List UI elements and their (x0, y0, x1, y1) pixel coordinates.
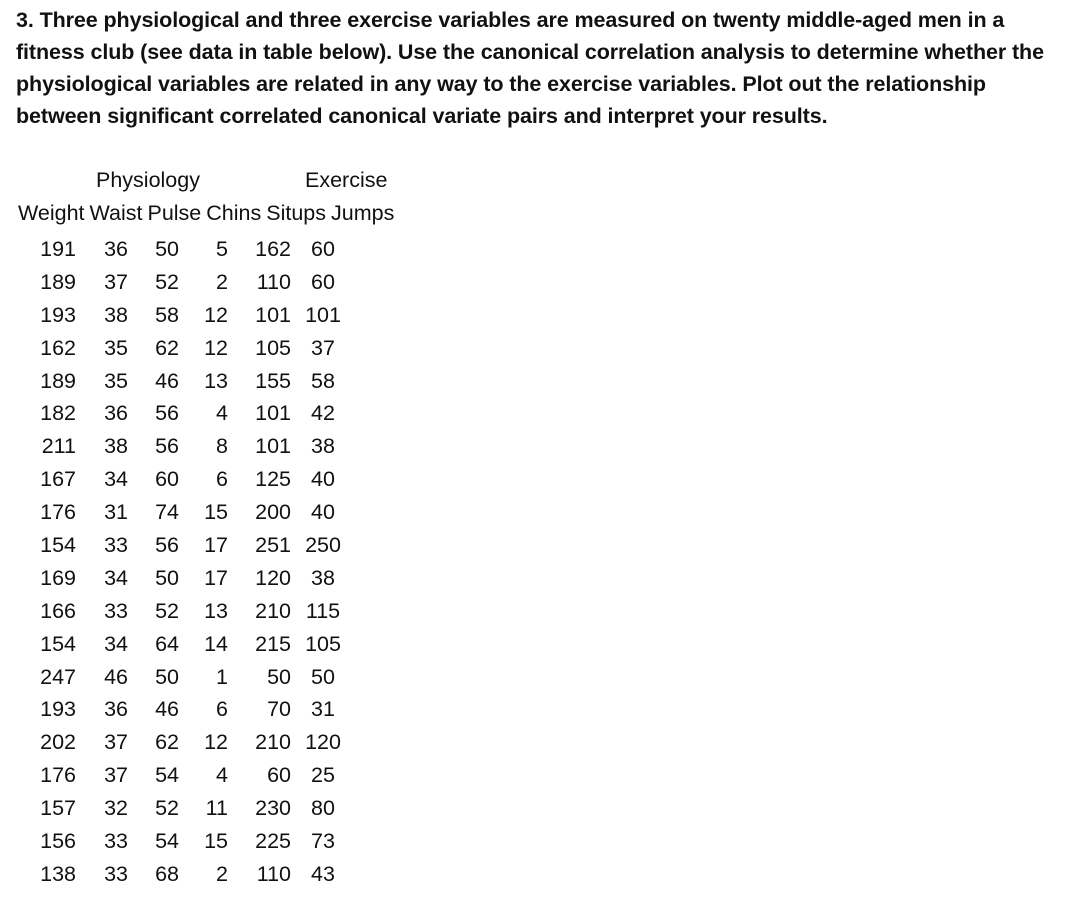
table-cell-chins: 17 (204, 533, 228, 558)
table-cell-situps: 105 (255, 335, 291, 360)
table-cell-jumps: 60 (311, 237, 335, 261)
table-row (0, 496, 400, 529)
table-cell-chins: 4 (216, 401, 228, 426)
table-cell-situps: 101 (255, 434, 291, 459)
table-cell-waist: 33 (104, 861, 128, 886)
table-cell-waist: 32 (104, 796, 128, 821)
table-cell-situps: 125 (255, 467, 291, 492)
table-cell-weight: 211 (41, 434, 76, 459)
table-cell-pulse: 60 (155, 467, 179, 492)
table-cell-weight: 247 (40, 664, 76, 689)
table-cell-situps: 110 (256, 269, 291, 294)
table-cell-jumps: 60 (311, 269, 335, 294)
table-cell-weight: 138 (40, 861, 76, 886)
table-row (0, 595, 400, 628)
table-cell-weight: 189 (40, 368, 76, 393)
table-cell-pulse: 46 (155, 368, 179, 393)
column-header-situps: Situps (266, 201, 327, 225)
table-row (0, 266, 400, 299)
table-row (0, 463, 400, 496)
table-cell-pulse: 54 (155, 763, 179, 788)
table-row (0, 726, 400, 759)
table-cell-weight: 157 (40, 796, 76, 821)
table-cell-situps: 251 (255, 533, 291, 558)
table-cell-weight: 189 (40, 269, 76, 294)
group-header-exercise: Exercise (305, 168, 388, 192)
table-row (0, 397, 400, 430)
table-cell-chins: 5 (216, 237, 228, 261)
table-cell-pulse: 62 (155, 730, 179, 755)
table-cell-waist: 36 (104, 401, 128, 426)
table-cell-weight: 191 (40, 237, 76, 261)
table-cell-jumps: 31 (311, 697, 335, 722)
table-cell-situps: 210 (255, 598, 291, 623)
table-cell-pulse: 58 (155, 302, 179, 327)
table-cell-jumps: 25 (311, 763, 335, 788)
table-cell-jumps: 40 (311, 500, 335, 525)
table-cell-waist: 34 (104, 565, 128, 590)
table-cell-situps: 230 (255, 796, 291, 821)
table-row (0, 792, 400, 825)
table-cell-pulse: 74 (155, 500, 179, 525)
table-cell-waist: 33 (104, 829, 128, 854)
table-cell-weight: 166 (40, 598, 76, 623)
table-cell-weight: 193 (40, 302, 76, 327)
table-cell-waist: 36 (104, 697, 128, 722)
table-cell-weight: 193 (40, 697, 76, 722)
data-table (0, 233, 400, 891)
table-cell-jumps: 38 (311, 434, 335, 459)
table-cell-jumps: 38 (311, 565, 335, 590)
table-cell-weight: 167 (40, 467, 76, 492)
table-cell-situps: 200 (255, 500, 291, 525)
table-cell-chins: 6 (216, 467, 228, 492)
table-cell-pulse: 68 (155, 861, 179, 886)
table-cell-chins: 12 (204, 335, 228, 360)
table-cell-jumps: 250 (305, 533, 341, 558)
table-row (0, 233, 400, 266)
table-cell-jumps: 40 (311, 467, 335, 492)
table-cell-situps: 155 (255, 368, 291, 393)
table-cell-weight: 176 (40, 500, 76, 525)
table-cell-waist: 34 (104, 467, 128, 492)
table-cell-chins: 15 (204, 500, 228, 525)
table-cell-pulse: 64 (155, 631, 179, 656)
table-row (0, 562, 400, 595)
table-cell-chins: 8 (216, 434, 228, 459)
column-headers (18, 201, 399, 226)
table-row (0, 759, 400, 792)
table-cell-pulse: 56 (155, 533, 179, 558)
table-cell-waist: 37 (104, 763, 128, 788)
table-cell-chins: 14 (204, 631, 228, 656)
table-cell-jumps: 120 (305, 730, 341, 755)
table-cell-waist: 37 (104, 269, 128, 294)
table-cell-waist: 31 (104, 500, 128, 525)
table-cell-waist: 37 (104, 730, 128, 755)
table-row (0, 628, 400, 661)
column-header-chins: Chins (206, 201, 262, 225)
column-header-weight: Weight (18, 201, 85, 225)
table-row (0, 693, 400, 726)
table-row (0, 332, 400, 365)
table-cell-pulse: 50 (155, 237, 179, 261)
column-header-pulse: Pulse (147, 201, 202, 225)
table-cell-weight: 202 (40, 730, 76, 755)
table-cell-pulse: 46 (155, 697, 179, 722)
table-row (0, 661, 400, 694)
table-cell-jumps: 105 (305, 631, 341, 656)
table-cell-chins: 4 (216, 763, 228, 788)
table-cell-waist: 38 (104, 434, 128, 459)
table-cell-chins: 13 (204, 368, 228, 393)
table-cell-situps: 210 (255, 730, 291, 755)
table-cell-jumps: 115 (305, 598, 341, 623)
group-headers (0, 168, 460, 198)
table-cell-jumps: 58 (311, 368, 335, 393)
table-cell-waist: 34 (104, 631, 128, 656)
table-cell-pulse: 52 (155, 796, 179, 821)
table-cell-pulse: 56 (155, 434, 179, 459)
table-row (0, 858, 400, 891)
table-cell-chins: 2 (216, 269, 228, 294)
table-cell-weight: 162 (40, 335, 76, 360)
table-cell-jumps: 43 (311, 861, 335, 886)
table-cell-waist: 33 (104, 598, 128, 623)
table-cell-situps: 120 (255, 565, 291, 590)
table-cell-situps: 225 (255, 829, 291, 854)
question-text: 3. Three physiological and three exercise variables are measured on twenty middle-aged men in a fitness club (see data in table below). Use the canonical correlation analysis to determine whether the physiological variables are related in any way to the exercise variables. Plot out the relationship between significant correlated canonical variate pairs and interpret your results. (16, 8, 1044, 128)
table-cell-pulse: 50 (155, 565, 179, 590)
table-cell-chins: 12 (204, 302, 228, 327)
table-cell-situps: 101 (255, 401, 291, 426)
table-cell-waist: 35 (104, 335, 128, 360)
table-cell-situps: 162 (255, 237, 291, 261)
table-cell-situps: 215 (255, 631, 291, 656)
table-cell-waist: 38 (104, 302, 128, 327)
table-cell-chins: 13 (204, 598, 228, 623)
table-cell-jumps: 42 (311, 401, 335, 426)
table-cell-pulse: 62 (155, 335, 179, 360)
table-cell-jumps: 80 (311, 796, 335, 821)
table-cell-jumps: 37 (311, 335, 335, 360)
table-cell-waist: 35 (104, 368, 128, 393)
table-cell-jumps: 101 (305, 302, 341, 327)
table-cell-pulse: 52 (155, 269, 179, 294)
table-cell-situps: 70 (267, 697, 291, 722)
table-cell-weight: 154 (40, 631, 76, 656)
table-cell-waist: 33 (104, 533, 128, 558)
table-cell-chins: 1 (216, 664, 228, 689)
table-cell-pulse: 50 (155, 664, 179, 689)
table-cell-weight: 176 (40, 763, 76, 788)
table-cell-jumps: 50 (311, 664, 335, 689)
table-row (0, 430, 400, 463)
table-cell-situps: 50 (267, 664, 291, 689)
table-cell-weight: 154 (40, 533, 76, 558)
table-cell-chins: 11 (205, 796, 228, 821)
table-cell-weight: 169 (40, 565, 76, 590)
table-cell-chins: 2 (216, 861, 228, 886)
table-row (0, 825, 400, 858)
table-cell-weight: 156 (40, 829, 76, 854)
table-row (0, 529, 400, 562)
table-cell-pulse: 52 (155, 598, 179, 623)
table-cell-pulse: 56 (155, 401, 179, 426)
table-cell-situps: 60 (267, 763, 291, 788)
table-cell-waist: 46 (104, 664, 128, 689)
table-cell-jumps: 73 (311, 829, 335, 854)
table-cell-waist: 36 (104, 237, 128, 261)
table-cell-chins: 6 (216, 697, 228, 722)
table-cell-situps: 110 (256, 861, 291, 886)
column-header-jumps: Jumps (331, 201, 395, 225)
table-cell-pulse: 54 (155, 829, 179, 854)
column-header-waist: Waist (89, 201, 143, 225)
table-row (0, 299, 400, 332)
table-row (0, 365, 400, 398)
table-cell-chins: 15 (204, 829, 228, 854)
group-header-physiology: Physiology (96, 168, 200, 192)
table-cell-situps: 101 (255, 302, 291, 327)
table-cell-weight: 182 (40, 401, 76, 426)
table-cell-chins: 12 (204, 730, 228, 755)
table-cell-chins: 17 (204, 565, 228, 590)
